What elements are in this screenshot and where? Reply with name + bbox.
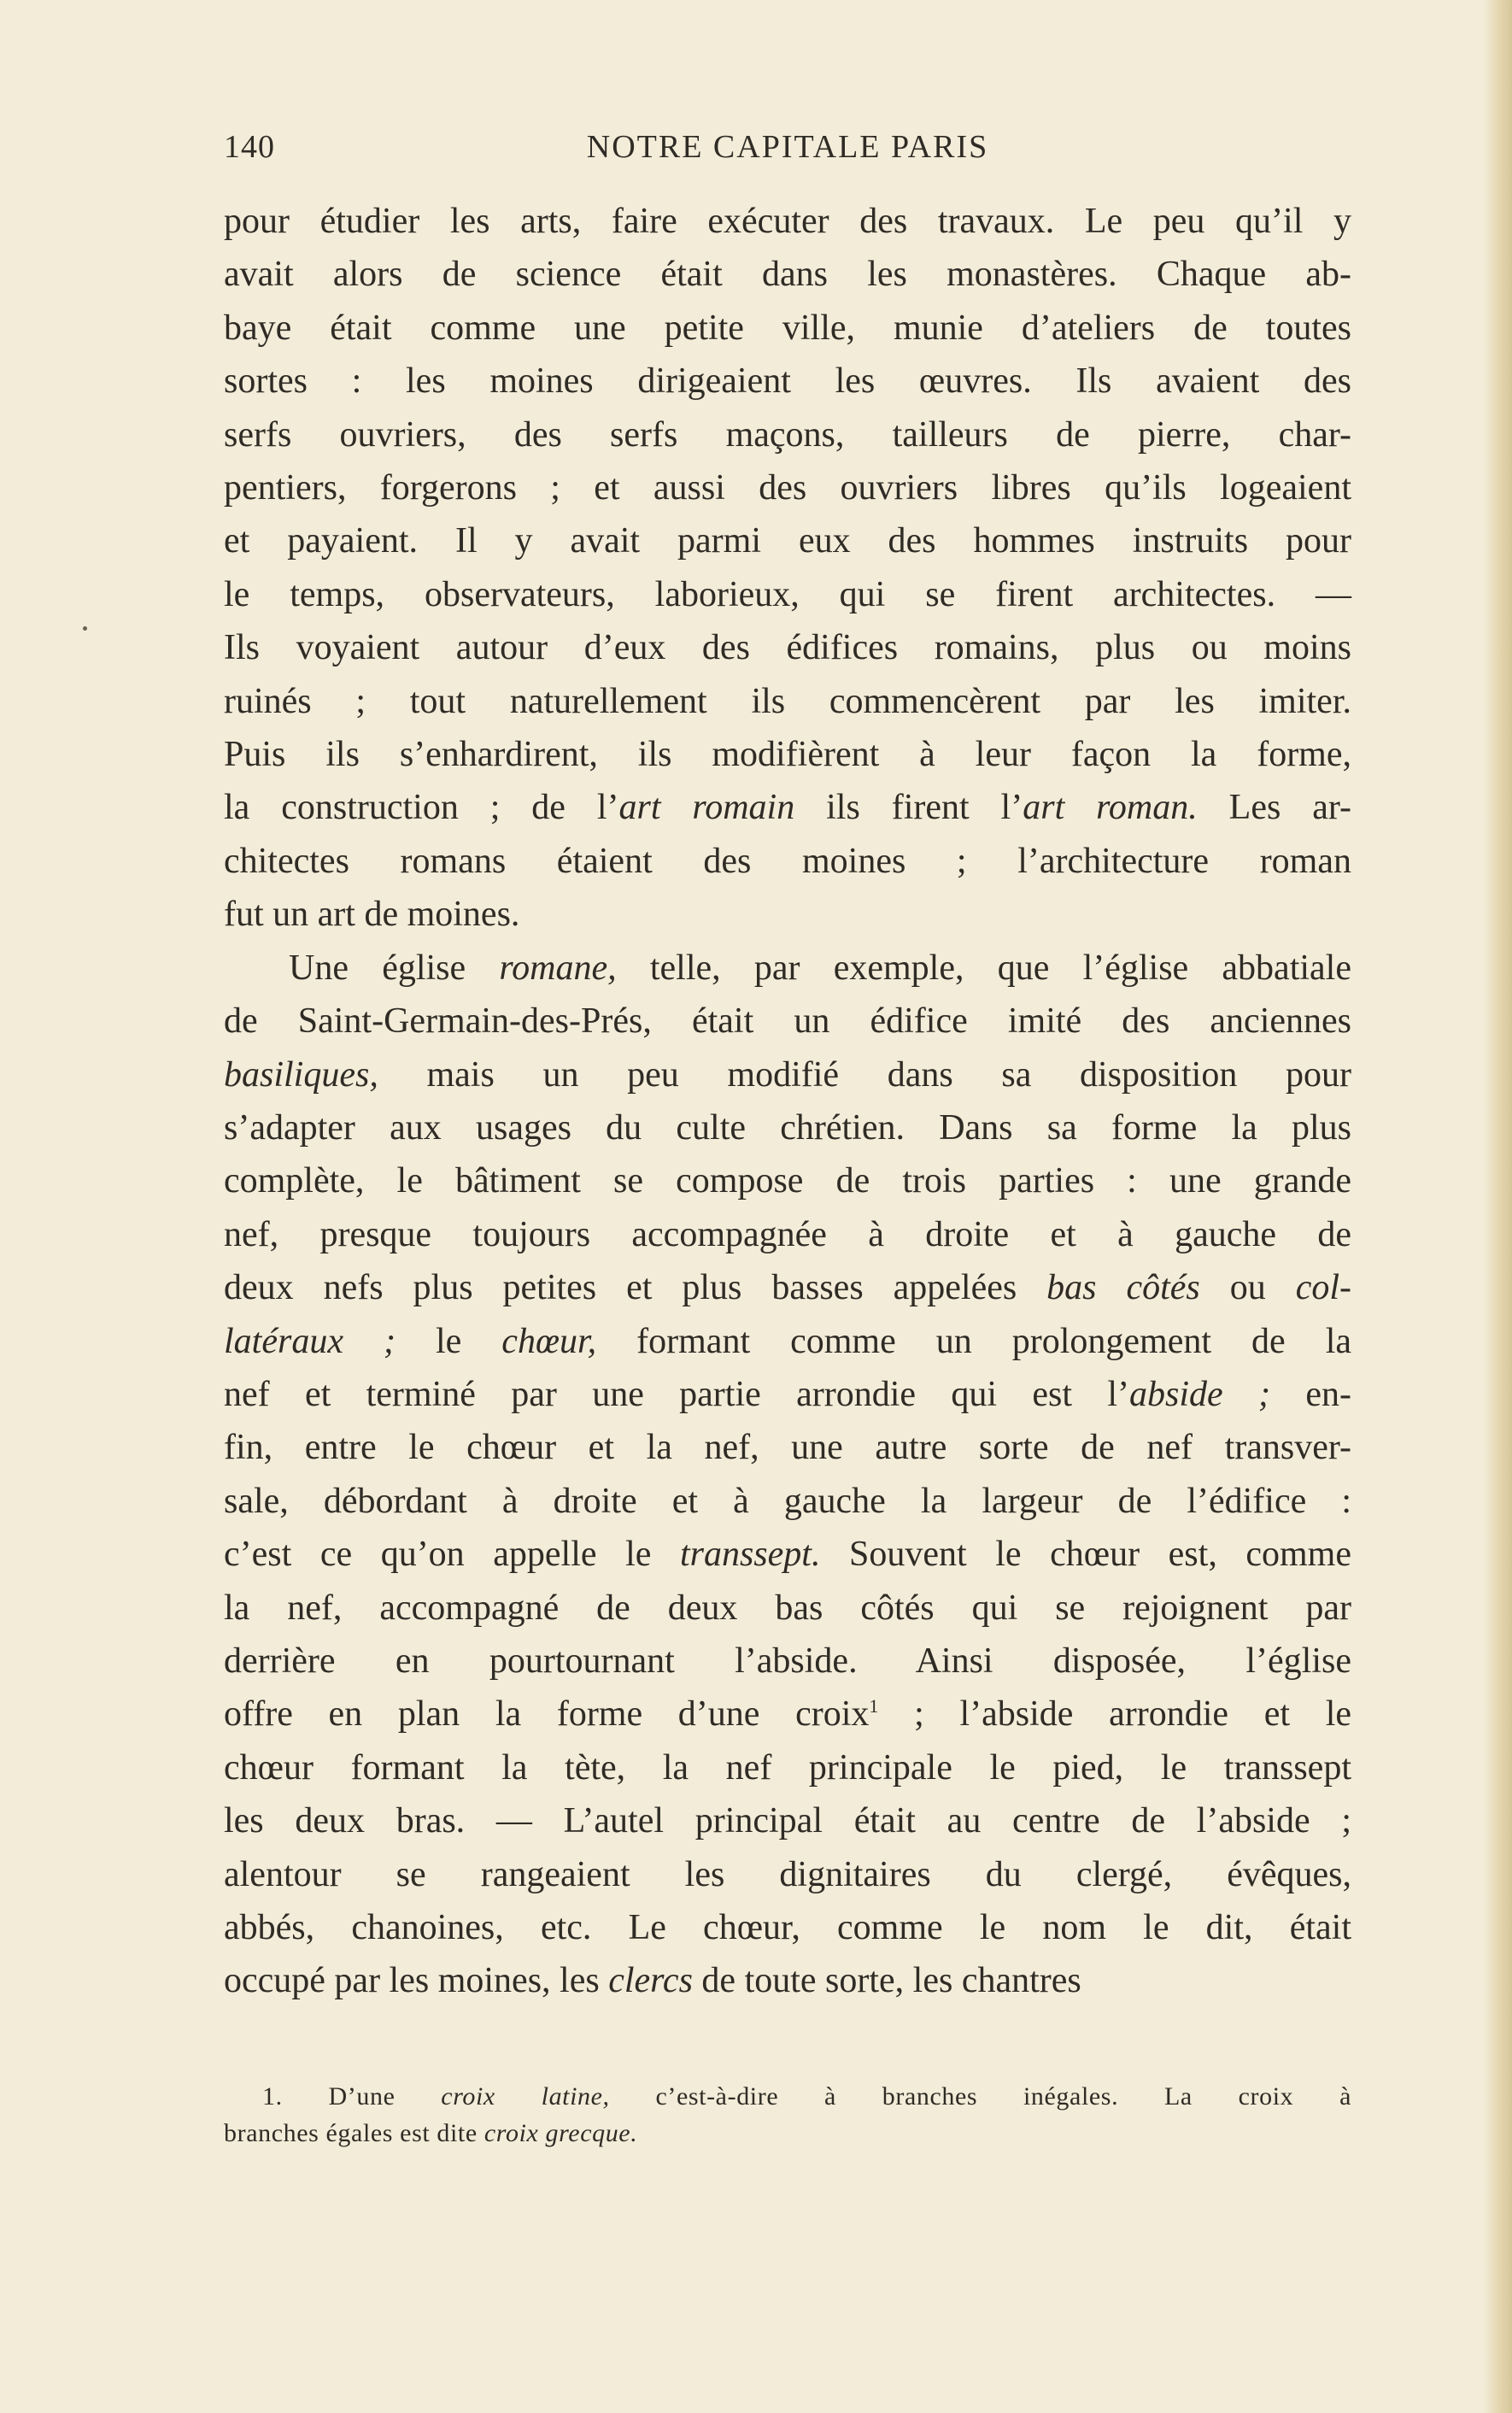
text-run: fut un art de moines. xyxy=(224,895,520,935)
italic-term: romane, xyxy=(499,948,617,988)
text-run: formant comme un prolongement de la xyxy=(596,1321,1351,1361)
italic-term: transsept. xyxy=(679,1535,821,1575)
text-run: Souvent le chœur est, comme xyxy=(820,1535,1351,1575)
text-line xyxy=(224,888,1351,941)
body-text xyxy=(224,195,1351,2008)
text-run: offre en plan la forme d’une croix xyxy=(224,1694,870,1735)
footnotes xyxy=(224,2078,1351,2152)
text-run: telle, par exemple, que l’église abbatiale xyxy=(616,948,1351,988)
italic-term: croix grecque. xyxy=(483,2119,638,2147)
italic-term: abside ; xyxy=(1129,1374,1271,1414)
text-line xyxy=(224,1848,1351,1901)
text-line xyxy=(224,728,1351,781)
text-run: avait alors de science était dans les monastères. Chaque ab- xyxy=(224,255,1351,295)
text-run: serfs ouvriers, des serfs maçons, tailleurs de pierre, char- xyxy=(224,414,1351,455)
text-run: nef et terminé par une partie arrondie qui est l’ xyxy=(224,1374,1130,1414)
text-line xyxy=(224,1741,1351,1794)
text-run: sortes : les moines dirigeaient les œuvres. Ils avaient des xyxy=(224,361,1351,402)
text-run: c’est ce qu’on appelle le xyxy=(224,1535,680,1575)
text-line xyxy=(224,408,1351,461)
text-run: Ils voyaient autour d’eux des édifices romains, plus ou moins xyxy=(224,628,1351,668)
text-run: de toute sorte, les chantres xyxy=(692,1961,1081,2001)
text-run: nef, presque toujours accompagnée à droite et à gauche de xyxy=(224,1214,1351,1254)
text-run: ; l’abside arrondie et le xyxy=(878,1694,1352,1735)
text-run: baye était comme une petite ville, munie d’ateliers de toutes xyxy=(224,308,1351,348)
text-run: deux nefs plus petites et plus basses appelées xyxy=(224,1268,1047,1308)
italic-term: croix latine, xyxy=(441,2082,610,2111)
text-line xyxy=(224,248,1351,301)
italic-term: col- xyxy=(1295,1268,1351,1308)
text-run: 1. D’une xyxy=(262,2082,442,2111)
text-run: la construction ; de l’ xyxy=(224,788,619,828)
text-line xyxy=(224,1101,1351,1154)
text-run: chœur formant la tète, la nef principale le pied, le transsept xyxy=(224,1747,1351,1788)
text-line xyxy=(224,461,1351,514)
footnote-line xyxy=(224,2115,1351,2152)
text-run: ils firent l’ xyxy=(794,788,1023,828)
footnote-line xyxy=(224,2078,1351,2115)
text-run: s’adapter aux usages du culte chrétien. Dans sa forme la plus xyxy=(224,1107,1351,1148)
italic-term: latéraux ; xyxy=(224,1321,396,1361)
text-line xyxy=(224,302,1351,355)
text-line xyxy=(224,195,1351,248)
text-run: les deux bras. — L’autel principal était au centre de l’abside ; xyxy=(224,1801,1351,1841)
text-line xyxy=(224,1475,1351,1528)
text-line xyxy=(224,1368,1351,1421)
text-run: Puis ils s’enhardirent, ils modifièrent à leur façon la forme, xyxy=(224,735,1351,775)
text-line xyxy=(224,781,1351,834)
running-title: NOTRE CAPITALE PARIS xyxy=(586,129,989,165)
text-run: occupé par les moines, les xyxy=(224,1961,609,2001)
running-head xyxy=(224,128,1351,179)
text-run: branches égales est dite xyxy=(224,2119,484,2147)
text-line xyxy=(224,1635,1351,1688)
text-line xyxy=(224,1582,1351,1635)
text-run: alentour se rangeaient les dignitaires du clergé, évêques, xyxy=(224,1854,1351,1894)
italic-term: basiliques, xyxy=(224,1054,378,1095)
print-speck xyxy=(83,626,87,631)
text-line xyxy=(224,1528,1351,1581)
italic-term: art romain xyxy=(618,788,795,828)
text-run: en- xyxy=(1270,1374,1351,1414)
footnote-reference: 1 xyxy=(869,1695,879,1717)
text-run: fin, entre le chœur et la nef, une autre sorte de nef transver- xyxy=(224,1428,1351,1468)
text-run: le temps, observateurs, laborieux, qui se firent architectes. — xyxy=(224,574,1351,614)
text-line xyxy=(224,1208,1351,1261)
text-line xyxy=(224,1954,1351,2007)
text-line xyxy=(224,1421,1351,1474)
italic-term: clercs xyxy=(608,1961,693,2001)
text-run: Une église xyxy=(289,948,500,988)
text-line xyxy=(224,1794,1351,1847)
text-run: ruinés ; tout naturellement ils commencèrent par les imiter. xyxy=(224,681,1351,721)
text-run: de Saint-Germain-des-Prés, était un édifice imité des anciennes xyxy=(224,1001,1351,1042)
italic-term: art roman. xyxy=(1023,788,1198,828)
text-line xyxy=(224,1261,1351,1314)
text-line xyxy=(224,1315,1351,1368)
italic-term: bas côtés xyxy=(1046,1268,1200,1308)
text-line xyxy=(224,675,1351,728)
text-run: chitectes romans étaient des moines ; l’architecture roman xyxy=(224,841,1351,881)
text-line xyxy=(224,621,1351,674)
text-line xyxy=(224,568,1351,621)
text-line xyxy=(224,1901,1351,1954)
text-line xyxy=(224,514,1351,567)
text-line xyxy=(224,1688,1351,1741)
text-run: la nef, accompagné de deux bas côtés qui se rejoignent par xyxy=(224,1588,1351,1628)
text-run: complète, le bâtiment se compose de trois parties : une grande xyxy=(224,1161,1351,1201)
text-run: c’est-à-dire à branches inégales. La croix à xyxy=(609,2082,1351,2111)
text-run: abbés, chanoines, etc. Le chœur, comme le nom le dit, était xyxy=(224,1908,1351,1947)
text-line xyxy=(224,1048,1351,1101)
italic-term: chœur, xyxy=(501,1321,597,1361)
text-line xyxy=(224,942,1351,995)
text-line xyxy=(224,835,1351,888)
text-run: mais un peu modifié dans sa disposition pour xyxy=(378,1054,1351,1095)
page-number: 140 xyxy=(224,129,275,165)
text-line xyxy=(224,1154,1351,1207)
text-run: pour étudier les arts, faire exécuter des travaux. Le peu qu’il y xyxy=(224,202,1351,241)
text-line xyxy=(224,995,1351,1048)
text-run: sale, débordant à droite et à gauche la largeur de l’édifice : xyxy=(224,1481,1351,1521)
text-run: ou xyxy=(1199,1268,1296,1308)
text-run: le xyxy=(395,1321,502,1361)
page-edge-shadow xyxy=(1483,0,1512,2413)
text-run: Les ar- xyxy=(1197,788,1351,828)
text-line xyxy=(224,355,1351,408)
text-run: et payaient. Il y avait parmi eux des hommes instruits pour xyxy=(224,521,1351,561)
text-run: derrière en pourtournant l’abside. Ainsi disposée, l’église xyxy=(224,1641,1351,1681)
text-run: pentiers, forgerons ; et aussi des ouvriers libres qu’ils logeaient xyxy=(224,468,1351,508)
